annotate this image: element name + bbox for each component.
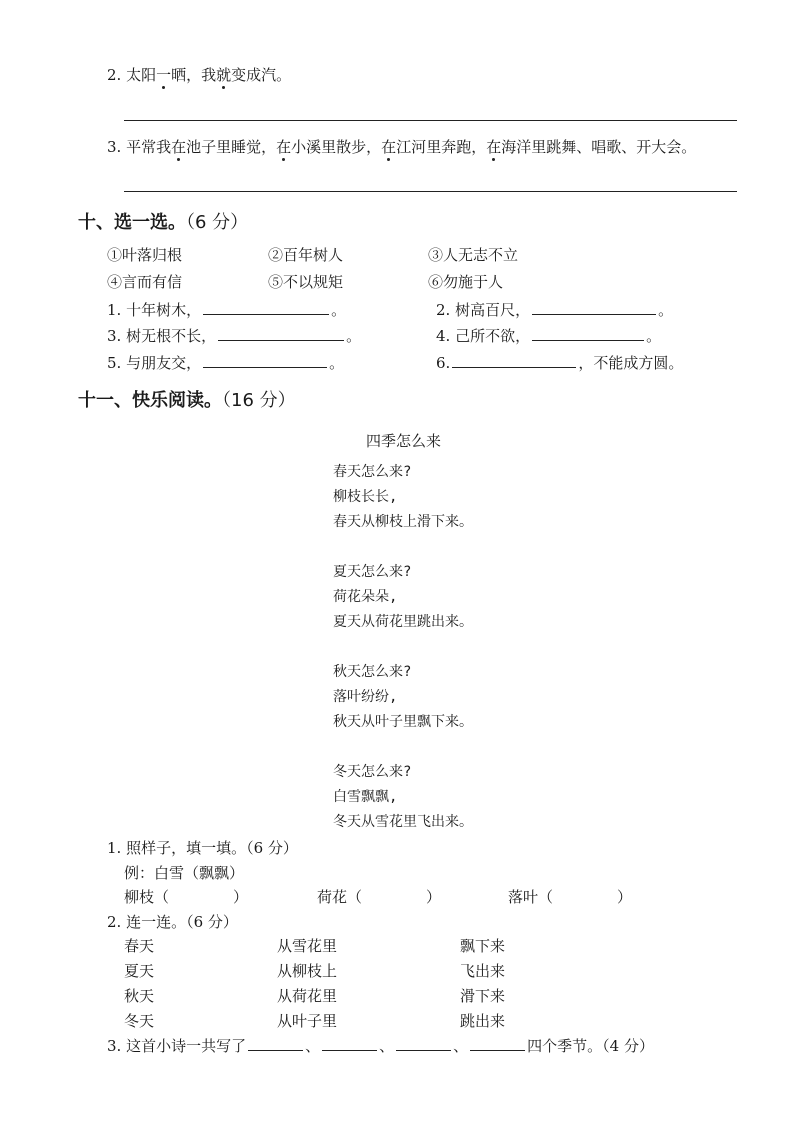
poem-line: 落叶纷纷,	[333, 689, 398, 705]
item-end: 。	[331, 301, 347, 319]
separator: 、	[379, 1037, 395, 1055]
item-end: 。	[329, 354, 345, 372]
answer-blank[interactable]	[248, 1035, 303, 1051]
text: 平常我	[126, 138, 172, 156]
section-11-heading	[78, 386, 296, 412]
fill-item-6	[436, 352, 683, 373]
item-end: 。	[658, 301, 674, 319]
fill-paren-willow	[124, 886, 248, 907]
poem-line: 冬天从雪花里飞出来。	[333, 814, 473, 830]
fill-item-4	[436, 325, 661, 346]
item-text: 3. 树无根不长，	[107, 327, 217, 345]
match-action[interactable]: 滑下来	[460, 987, 506, 1005]
dotted-char: 在	[171, 138, 187, 156]
section-score: （16 分）	[222, 390, 296, 411]
option-3: ③人无志不立	[428, 246, 519, 264]
match-season[interactable]: 秋天	[124, 987, 155, 1005]
answer-blank[interactable]	[452, 352, 576, 368]
answer-blank[interactable]	[532, 325, 644, 341]
item-text: 4. 己所不欲，	[436, 327, 531, 345]
option-2: ②百年树人	[268, 246, 344, 264]
poem-line: 秋天从叶子里飘下来。	[333, 714, 473, 730]
item-text: 1. 十年树木，	[107, 301, 202, 319]
question-3	[107, 136, 696, 157]
poem-line: 荷花朵朵,	[333, 589, 398, 605]
text: 小溪里散步，	[291, 138, 382, 156]
item-text: 2. 树高百尺，	[436, 301, 531, 319]
poem-line: 白雪飘飘,	[333, 789, 398, 805]
answer-blank[interactable]	[396, 1035, 451, 1051]
poem-line: 夏天从荷花里跳出来。	[333, 614, 473, 630]
match-source[interactable]: 从荷花里	[277, 987, 338, 1005]
match-source[interactable]: 从柳枝上	[277, 962, 338, 980]
reading-question-2: 2. 连一连。（6 分）	[107, 913, 238, 931]
text: 海洋里跳舞、唱歌、开大会。	[501, 138, 697, 156]
question-2	[107, 64, 291, 85]
question-number: 2.	[107, 66, 122, 84]
option-4: ④言而有信	[107, 273, 183, 291]
option-1: ①叶落归根	[107, 246, 183, 264]
section-score: （6 分）	[186, 212, 249, 233]
paren-close: ）	[233, 888, 249, 906]
poem-line: 春天从柳枝上滑下来。	[333, 514, 473, 530]
match-season[interactable]: 春天	[124, 937, 155, 955]
fill-item-2	[436, 299, 673, 320]
answer-line-q2[interactable]	[124, 120, 737, 121]
item-text: 6.	[436, 354, 451, 372]
text: 太阳	[126, 66, 157, 84]
section-title: 十、选一选。	[78, 212, 186, 233]
match-source[interactable]: 从叶子里	[277, 1012, 338, 1030]
fill-paren-leaves	[508, 886, 632, 907]
paren-label: 落叶（	[508, 888, 554, 906]
text: 晒，我	[171, 66, 217, 84]
item-text: 5. 与朋友交，	[107, 354, 202, 372]
fill-item-5	[107, 352, 344, 373]
answer-blank[interactable]	[322, 1035, 377, 1051]
section-title: 十一、快乐阅读。	[78, 390, 222, 411]
match-season[interactable]: 冬天	[124, 1012, 155, 1030]
dotted-char: 在	[486, 138, 502, 156]
fill-paren-lotus	[317, 886, 441, 907]
paren-close: ）	[617, 888, 633, 906]
answer-blank[interactable]	[532, 299, 656, 315]
option-6: ⑥勿施于人	[428, 273, 504, 291]
item-end: ，不能成方圆。	[578, 354, 684, 372]
paren-close: ）	[426, 888, 442, 906]
paren-label: 荷花（	[317, 888, 363, 906]
section-10-heading	[78, 208, 248, 234]
match-source[interactable]: 从雪花里	[277, 937, 338, 955]
answer-line-q3[interactable]	[124, 191, 737, 192]
answer-blank[interactable]	[470, 1035, 525, 1051]
example-text: 例：白雪（飘飘）	[124, 864, 245, 882]
match-action[interactable]: 飘下来	[460, 937, 506, 955]
reading-question-1: 1. 照样子，填一填。（6 分）	[107, 839, 298, 857]
dotted-char: 一	[156, 66, 172, 84]
text: 江河里奔跑，	[396, 138, 487, 156]
dotted-char: 就	[216, 66, 232, 84]
poem-line: 夏天怎么来?	[333, 564, 412, 580]
match-action[interactable]: 飞出来	[460, 962, 506, 980]
question-text: 四个季节。（4 分）	[527, 1037, 654, 1055]
poem-line: 秋天怎么来?	[333, 664, 412, 680]
question-text: 3. 这首小诗一共写了	[107, 1037, 247, 1055]
dotted-char: 在	[381, 138, 397, 156]
separator: 、	[305, 1037, 321, 1055]
reading-question-3	[107, 1035, 654, 1056]
separator: 、	[453, 1037, 469, 1055]
match-action[interactable]: 跳出来	[460, 1012, 506, 1030]
item-end: 。	[346, 327, 362, 345]
match-season[interactable]: 夏天	[124, 962, 155, 980]
text: 变成汽。	[231, 66, 292, 84]
answer-blank[interactable]	[203, 299, 329, 315]
poem-line: 柳枝长长,	[333, 489, 398, 505]
question-number: 3.	[107, 138, 122, 156]
poem-title: 四季怎么来	[366, 432, 442, 450]
answer-blank[interactable]	[203, 352, 327, 368]
poem-line: 春天怎么来?	[333, 464, 412, 480]
option-5: ⑤不以规矩	[268, 273, 344, 291]
answer-blank[interactable]	[218, 325, 344, 341]
item-end: 。	[646, 327, 662, 345]
dotted-char: 在	[276, 138, 292, 156]
fill-item-1	[107, 299, 346, 320]
poem-line: 冬天怎么来?	[333, 764, 412, 780]
fill-item-3	[107, 325, 361, 346]
text: 池子里睡觉，	[186, 138, 277, 156]
paren-label: 柳枝（	[124, 888, 170, 906]
